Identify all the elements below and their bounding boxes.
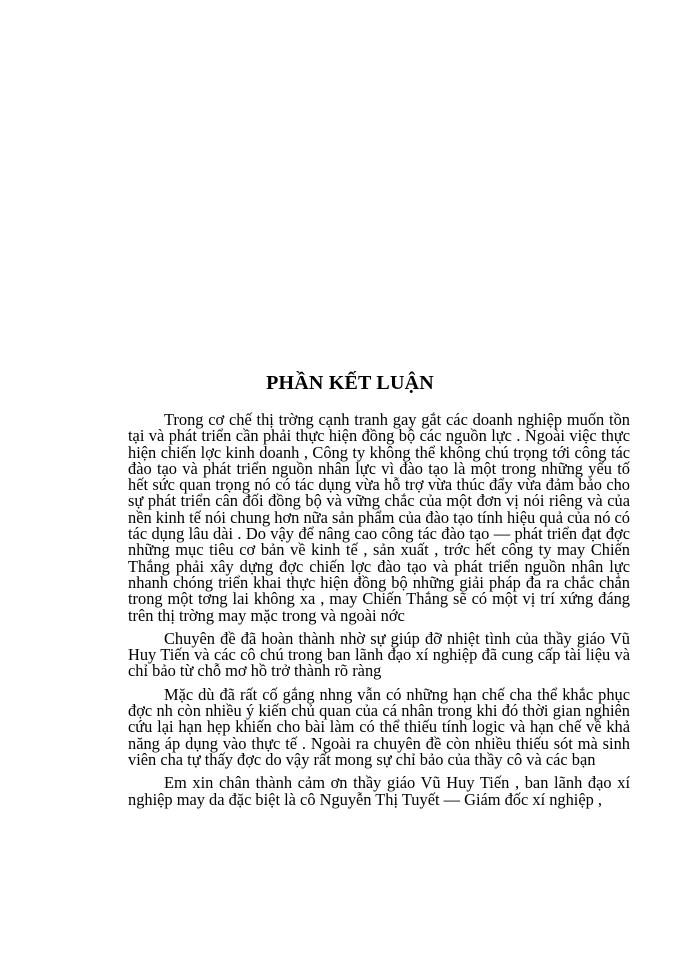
page-title: PHẦN KẾT LUẬN <box>266 372 434 394</box>
paragraph-conclusion-4: Em xin chân thành cảm ơn thầy giáo Vũ Huy Tiến , ban lãnh đạo xí nghiệp may da đặc biệt là cô Nguyễn Thị Tuyết — Giám đốc xí nghiệp , <box>128 773 630 809</box>
paragraph-conclusion-1: Trong cơ chế thị trờng cạnh tranh gay gắt các doanh nghiệp muốn tồn tại và phát triển cần phải thực hiện đồng bộ các nguồn lực . Ngoài việc thực hiện chiến lợc kinh doanh , Công ty không thể không chú trọng tới công tác đào tạo và phát triển nguồn nhân lực vì đào tạo là một trong những yếu tố hết sức quan trọng nó có tác dụng vừa hỗ trợ vừa thúc đẩy vừa đảm bảo cho sự phát triển cân đối đồng bộ và vững chắc của một đơn vị nói riêng và của nền kinh tế nói chung hơn nữa sản phẩm của đào tạo tính hiệu quả của nó có tác dụng lâu dài . Do vậy để nâng cao công tác đào tạo — phát triển đạt đợc những mục tiêu cơ bản về kinh tế , sản xuất , trớc hết công ty may Chiến Thắng phải xây dựng đợc chiến lợc đào tạo và phát triển nguồn nhân lực nhanh chóng triển khai thực hiện đồng bộ những giải pháp đa ra chắc chắn trong một tơng lai không xa , may Chiến Thắng sẽ có một vị trí xứng đáng trên thị trờng may mặc trong và ngoài nớc <box>128 410 630 625</box>
paragraph-conclusion-2: Chuyên đề đã hoàn thành nhờ sự giúp đỡ nhiệt tình của thầy giáo Vũ Huy Tiến và các cô chú trong ban lãnh đạo xí nghiệp đã cung cấp tài liệu và chỉ bảo từ chỗ mơ hồ trở thành rõ ràng <box>128 628 630 681</box>
paragraph-conclusion-3: Mặc dù đã rất cố gắng nhng vẫn có những hạn chế cha thể khắc phục đợc nh còn nhiều ý kiến chủ quan của cá nhân trong khi đó thời gian nghiên cứu lại hạn hẹp khiến cho bài làm có thể thiếu tính logic và hạn chế về khả năng áp dụng vào thực tế . Ngoài ra chuyên đề còn nhiều thiếu sót mà sinh viên cha tự thấy đợc do vậy rất mong sự chỉ bảo của thầy cô và các bạn <box>128 684 630 769</box>
document-body <box>128 412 630 815</box>
